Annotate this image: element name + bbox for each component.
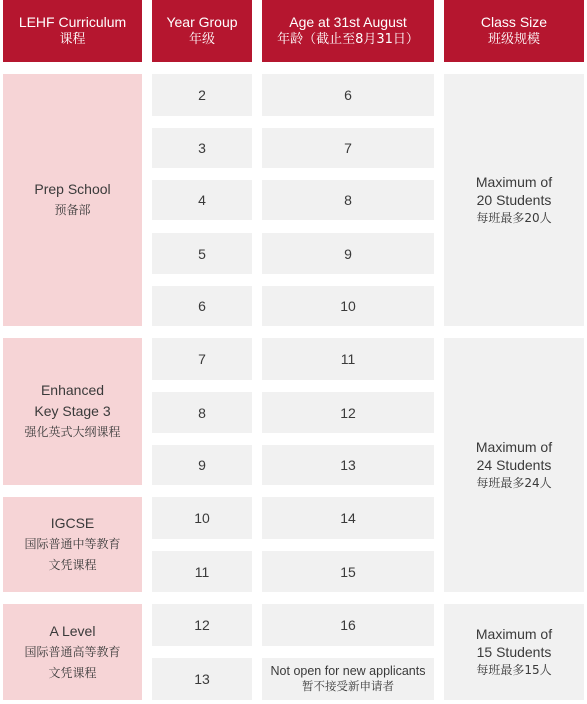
year-value: 2 xyxy=(198,87,206,103)
age-value: 12 xyxy=(340,404,356,421)
class-size-prep-line1: Maximum of xyxy=(475,174,553,190)
curriculum-eks3-zh: 强化英式大纲课程 xyxy=(24,425,121,439)
curriculum-prep-school xyxy=(3,74,142,326)
year-value: 11 xyxy=(194,563,210,580)
age-value: 9 xyxy=(344,245,352,262)
age-cell-not-open xyxy=(262,658,434,700)
header-age-en: Age at 31st August xyxy=(289,14,407,30)
age-value: 13 xyxy=(340,457,356,473)
class-size-prep-zh: 每班最多20人 xyxy=(476,211,552,225)
class-size-alevel-zh: 每班最多15人 xyxy=(476,663,552,677)
class-size-alevel xyxy=(444,604,584,700)
age-value: 7 xyxy=(344,140,352,156)
year-value: 7 xyxy=(198,351,206,367)
age-value: 8 xyxy=(344,192,352,208)
curriculum-igcse-en: IGCSE xyxy=(50,515,95,531)
curriculum-eks3-en1: Enhanced xyxy=(40,382,105,398)
year-cell xyxy=(152,497,252,539)
year-cell xyxy=(152,128,252,168)
curriculum-a-level xyxy=(3,604,142,700)
age-cell xyxy=(262,286,434,326)
year-cell xyxy=(152,338,252,380)
age-cell xyxy=(262,551,434,592)
curriculum-alevel-zh1: 国际普通高等教育 xyxy=(24,644,121,659)
class-size-mid-line1: Maximum of xyxy=(475,439,553,455)
curriculum-igcse-zh1: 国际普通中等教育 xyxy=(24,537,121,551)
age-cell xyxy=(262,74,434,116)
age-value: 11 xyxy=(340,351,356,367)
curriculum-igcse-zh2: 文凭课程 xyxy=(48,558,97,572)
year-cell xyxy=(152,604,252,646)
class-size-prep xyxy=(444,74,584,326)
age-cell xyxy=(262,180,434,220)
class-size-alevel-line2: 15 Students xyxy=(476,644,552,660)
age-cell xyxy=(262,392,434,433)
class-size-alevel-line1: Maximum of xyxy=(475,626,553,642)
year-value: 8 xyxy=(198,404,206,421)
curriculum-igcse xyxy=(3,497,142,592)
year-cell xyxy=(152,445,252,485)
header-curriculum-en: LEHF Curriculum xyxy=(18,14,127,30)
class-size-mid-line2: 24 Students xyxy=(476,457,552,473)
age-cell xyxy=(262,338,434,380)
curriculum-alevel-zh2: 文凭课程 xyxy=(48,665,97,680)
year-value: 4 xyxy=(198,192,206,208)
header-curriculum xyxy=(3,0,142,62)
header-year-zh: 年级 xyxy=(188,32,215,47)
age-cell xyxy=(262,233,434,274)
header-curriculum-zh: 课程 xyxy=(59,32,86,47)
year-cell xyxy=(152,180,252,220)
header-class-size xyxy=(444,0,584,62)
year-value: 10 xyxy=(194,510,210,526)
class-size-prep-line2: 20 Students xyxy=(476,192,552,208)
year-value: 6 xyxy=(198,298,206,314)
header-year-group xyxy=(152,0,252,62)
age-cell xyxy=(262,445,434,485)
header-size-zh: 班级规模 xyxy=(487,32,540,47)
year-cell xyxy=(152,233,252,274)
age-value: 6 xyxy=(344,87,352,103)
header-age xyxy=(262,0,434,62)
curriculum-alevel-en: A Level xyxy=(49,622,96,639)
age-cell xyxy=(262,604,434,646)
header-age-zh: 年龄（截止至8月31日） xyxy=(277,32,419,47)
class-size-mid-zh: 每班最多24人 xyxy=(476,476,552,490)
curriculum-prep-zh: 预备部 xyxy=(54,203,91,217)
year-cell xyxy=(152,658,252,700)
curriculum-enhanced-ks3 xyxy=(3,338,142,485)
header-year-en: Year Group xyxy=(166,14,238,30)
age-value: 15 xyxy=(340,563,356,580)
curriculum-eks3-en2: Key Stage 3 xyxy=(34,403,111,419)
age-cell xyxy=(262,497,434,539)
year-value: 3 xyxy=(198,140,206,156)
year-value: 12 xyxy=(194,617,210,633)
year-cell xyxy=(152,74,252,116)
year-cell xyxy=(152,551,252,592)
year-value: 5 xyxy=(198,245,206,262)
year-cell xyxy=(152,392,252,433)
curriculum-prep-en: Prep School xyxy=(34,181,111,197)
age-value: 14 xyxy=(340,510,356,526)
year-value: 9 xyxy=(198,457,206,473)
age-value: 10 xyxy=(340,298,356,314)
age-not-open-en: Not open for new applicants xyxy=(270,664,426,678)
year-value: 13 xyxy=(194,671,210,687)
class-size-mid xyxy=(444,338,584,592)
header-size-en: Class Size xyxy=(480,14,548,30)
age-cell xyxy=(262,128,434,168)
age-not-open-zh: 暂不接受新申请者 xyxy=(302,679,394,693)
year-cell xyxy=(152,286,252,326)
age-value: 16 xyxy=(340,617,356,633)
